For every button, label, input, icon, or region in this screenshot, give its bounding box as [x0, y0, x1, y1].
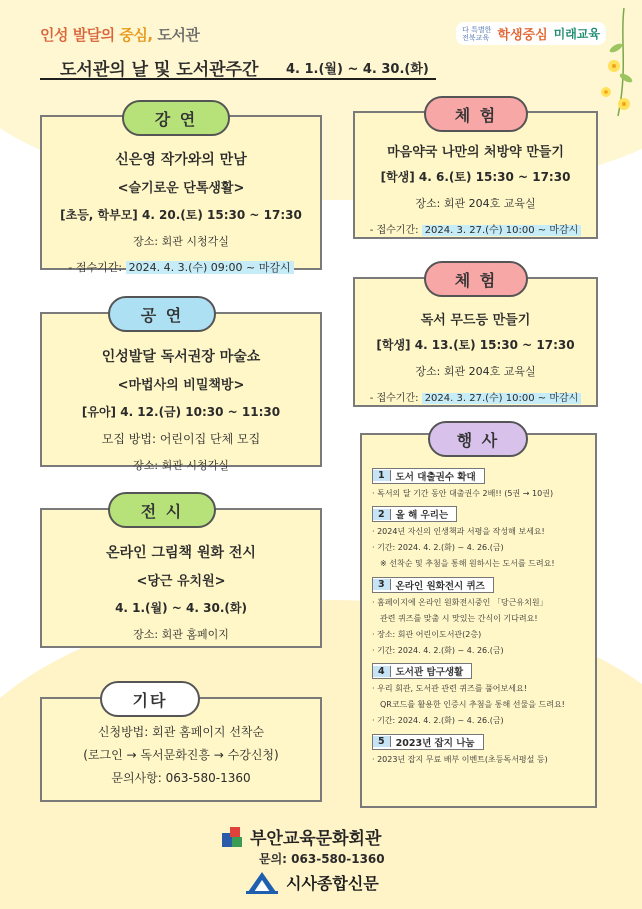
lecture-apply: - 접수기간: 2024. 4. 3.(수) 09:00 ~ 마감시	[42, 259, 320, 275]
performance-recruit: 모집 방법: 어린이집 단체 모집	[101, 432, 261, 446]
experience1-title: 마음약국 나만의 처방약 만들기	[387, 145, 564, 160]
page-dates: 4. 1.(월) ~ 4. 30.(화)	[286, 62, 429, 77]
slogan-part-2: 중심,	[119, 26, 153, 44]
experience2-tag: 체 험	[424, 261, 528, 297]
exhibit-title: 온라인 그림책 원화 전시	[106, 545, 256, 561]
exhibit-location: 장소: 회관 홈페이지	[133, 628, 229, 641]
education-office-logo: 다 특별한 전북교육 학생중심 미래교육	[456, 22, 606, 45]
org-contact: 문의: 063-580-1360	[259, 852, 385, 866]
press-logo-icon	[244, 870, 280, 894]
etc-method: 신청방법: 회관 홈페이지 선착순	[97, 725, 265, 739]
experience2-apply: - 접수기간: 2024. 3. 27.(수) 10:00 ~ 마감시	[355, 389, 596, 404]
exhibit-subtitle: <당근 유치원>	[136, 574, 226, 589]
experience1-apply: - 접수기간: 2024. 3. 27.(수) 10:00 ~ 마감시	[355, 221, 596, 236]
press-name: 시사종합신문	[286, 873, 379, 893]
org-logo	[222, 824, 381, 849]
event-item-3: 3 온라인 원화전시 퀴즈 · 홈페이지에 온라인 원화전시중인 「당근유치원」 관련 퀴즈를 맞출 시 맛있는 간식이 기다려요! · 장소: 회관 어린이도서관(2층) · 기간: 2024. 4. 2.(화) ~ 4. 26.(금)	[372, 572, 589, 659]
experience1-location: 장소: 회관 204호 교육실	[415, 197, 536, 210]
press-logo	[244, 870, 379, 894]
events-tag: 행 사	[428, 421, 528, 457]
performance-title: 인성발달 독서권장 마술쇼	[101, 349, 261, 365]
exhibit-dates: 4. 1.(월) ~ 4. 30.(화)	[115, 601, 247, 615]
etc-path: (로그인 → 독서문화진흥 → 수강신청)	[83, 748, 279, 762]
etc-contact: 문의사항: 063-580-1360	[111, 771, 251, 785]
event-item-5: 5 2023년 잡지 나눔 · 2023년 잡지 무료 배부 이벤트(초등독서평설 등)	[372, 729, 589, 768]
performance-schedule: [유아] 4. 12.(금) 10:30 ~ 11:30	[81, 405, 281, 419]
performance-card	[40, 312, 322, 472]
page-title: 도서관의 날 및 도서관주간	[60, 60, 259, 80]
etc-tag: 기타	[100, 681, 200, 717]
lecture-title: 신은영 작가와의 만남	[115, 152, 247, 168]
experience2-location: 장소: 회관 204호 교육실	[415, 365, 536, 378]
event-heading: 4 도서관 탐구생활	[372, 663, 472, 679]
experience1-tag: 체 험	[424, 96, 528, 132]
lecture-schedule: [초등, 학부모] 4. 20.(토) 15:30 ~ 17:30	[60, 208, 302, 222]
performance-location: 장소: 회관 시청각실	[133, 459, 229, 472]
performance-subtitle: <마법사의 비밀책방>	[117, 378, 245, 393]
lecture-card	[40, 115, 322, 274]
page-title-bar	[40, 54, 436, 80]
top-banner	[40, 22, 610, 48]
org-logo-icon	[222, 827, 242, 847]
exhibit-tag: 전 시	[108, 492, 216, 528]
event-item-4: 4 도서관 탐구생활 · 우리 회관, 도서관 관련 퀴즈를 풀어보세요! QR코드를 활용한 인증시 추첨을 통해 선물을 드려요! · 기간: 2024. 4. 2.(화) ~ 4. 26.(금)	[372, 659, 589, 730]
experience2-title: 독서 무드등 만들기	[420, 313, 531, 328]
event-heading: 2 올 해 우리는	[372, 506, 457, 522]
events-card	[360, 433, 597, 808]
experience2-schedule: [학생] 4. 13.(토) 15:30 ~ 17:30	[376, 338, 575, 352]
event-item-2: 2 올 해 우리는 · 2024년 자신의 인생책과 서평을 작성해 보세요! · 기간: 2024. 4. 2.(화) ~ 4. 26.(금) ※ 선착순 및 추첨을 통해 원하시는 도서를 드려요!	[372, 502, 589, 573]
slogan-part-3: 도서관	[157, 26, 200, 44]
slogan	[40, 24, 199, 45]
slogan-part-1: 인성 발달의	[40, 26, 115, 44]
event-heading: 3 온라인 원화전시 퀴즈	[372, 577, 494, 593]
event-heading: 1 도서 대출권수 확대	[372, 468, 485, 484]
event-item-1: 1 도서 대출권수 확대 · 독서의 달 기간 동안 대출권수 2배!! (5권 → 10권)	[372, 463, 589, 502]
lecture-tag: 강 연	[122, 100, 230, 136]
experience1-schedule: [학생] 4. 6.(토) 15:30 ~ 17:30	[380, 170, 571, 184]
lecture-subtitle: <슬기로운 단톡생활>	[117, 181, 245, 196]
performance-tag: 공 연	[108, 296, 216, 332]
event-heading: 5 2023년 잡지 나눔	[372, 734, 484, 750]
org-name: 부안교육문화회관	[250, 829, 382, 849]
exhibit-card	[40, 508, 322, 648]
lecture-location: 장소: 회관 시청각실	[133, 235, 229, 248]
